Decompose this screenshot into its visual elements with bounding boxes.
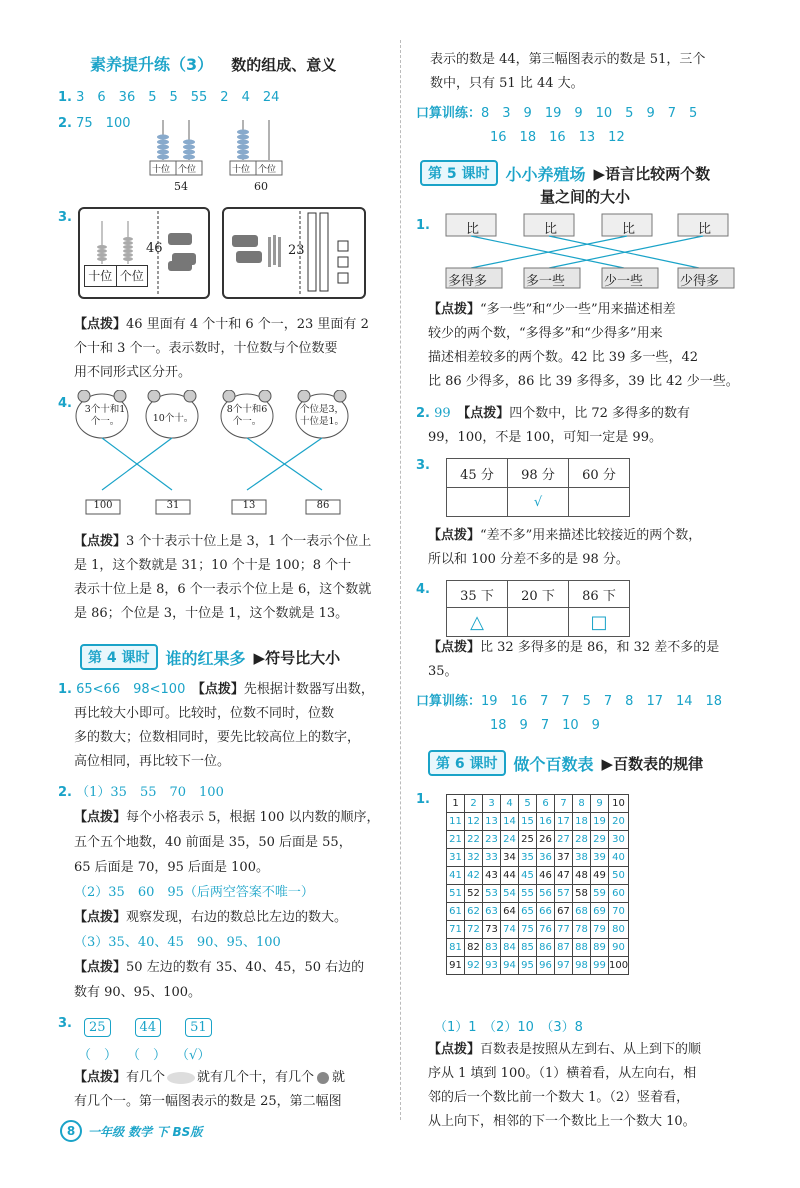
hundred-cell: 90 (609, 939, 629, 957)
hundred-cell: 10 (609, 795, 629, 813)
hundred-chart (446, 794, 629, 975)
hundred-cell: 41 (447, 867, 465, 885)
lesson5-subtitle-cont: 量之间的大小 (540, 188, 631, 206)
oral-training-1: 口算训练：8 3 9 19 9 10 5 9 7 5 16 18 16 13 12 (416, 106, 698, 145)
abacus-value: 54 (174, 180, 188, 193)
left-q1 (58, 86, 279, 105)
hundred-cell: 73 (483, 921, 501, 939)
hundred-cell: 60 (609, 885, 629, 903)
hundred-cell: 44 (501, 867, 519, 885)
section-title: 素养提升练（3） (90, 55, 214, 74)
hundred-cell: 76 (537, 921, 555, 939)
hundred-cell: 55 (519, 885, 537, 903)
lesson5-header: 第 5 课时 小小养殖场 ▶语言比较两个数 (420, 160, 710, 186)
hundred-cell: 100 (609, 957, 629, 975)
oral-training-2: 口算训练：19 16 7 7 5 7 8 17 14 18 18 9 7 10 9 (416, 694, 723, 733)
question-number: 2. (58, 116, 72, 131)
hundred-cell: 1 (447, 795, 465, 813)
hundred-cell: 99 (591, 957, 609, 975)
q3-figure-right (222, 207, 366, 299)
q3-value: 46 (146, 241, 163, 256)
place-value-box: 十位 个位 (84, 265, 148, 287)
hundred-cell: 4 (501, 795, 519, 813)
hundred-cell: 79 (591, 921, 609, 939)
hundred-cell: 33 (483, 849, 501, 867)
footer (60, 1120, 202, 1142)
compare-label: 比 (466, 222, 480, 237)
hundred-cell: 53 (483, 885, 501, 903)
hundred-cell: 19 (591, 813, 609, 831)
balloon-text: 8个十和6个一。 (226, 404, 268, 427)
question-number: 1. (416, 792, 430, 807)
hundred-cell: 49 (591, 867, 609, 885)
hundred-cell: 82 (465, 939, 483, 957)
balloon-text: 个位是3，十位是1。 (299, 404, 345, 427)
bead-round-icon (317, 1072, 329, 1084)
hundred-cell: 67 (555, 903, 573, 921)
hundred-cell: 74 (501, 921, 519, 939)
hundred-cell: 6 (537, 795, 555, 813)
abacus-figures (145, 115, 305, 195)
hundred-cell: 9 (591, 795, 609, 813)
hundred-cell: 39 (591, 849, 609, 867)
hundred-cell: 97 (555, 957, 573, 975)
question-number: 4. (416, 582, 430, 597)
hundred-cell: 92 (465, 957, 483, 975)
section-subtitle: 数的组成、意义 (231, 56, 337, 74)
hundred-cell: 98 (573, 957, 591, 975)
hundred-cell: 52 (465, 885, 483, 903)
hundred-cell: 65 (519, 903, 537, 921)
hundred-cell: 38 (573, 849, 591, 867)
hundred-cell: 30 (609, 831, 629, 849)
answer-text: 75 100 (76, 116, 131, 131)
hundred-cell: 48 (573, 867, 591, 885)
hundred-cell: 32 (465, 849, 483, 867)
question-number: 3. (416, 458, 430, 473)
hundred-cell: 37 (555, 849, 573, 867)
hundred-cell: 24 (501, 831, 519, 849)
hundred-cell: 7 (555, 795, 573, 813)
compare-label: 比 (622, 222, 636, 237)
hundred-cell: 77 (555, 921, 573, 939)
hundred-cell: 84 (501, 939, 519, 957)
hundred-cell: 58 (573, 885, 591, 903)
hundred-cell: 15 (519, 813, 537, 831)
hundred-cell: 14 (501, 813, 519, 831)
hundred-cell: 81 (447, 939, 465, 957)
hundred-cell: 91 (447, 957, 465, 975)
hundred-cell: 13 (483, 813, 501, 831)
hundred-cell: 2 (465, 795, 483, 813)
hundred-cell: 56 (537, 885, 555, 903)
animal-number: 100 (93, 500, 113, 511)
animal-number: 31 (166, 500, 180, 511)
hundred-cell: 64 (501, 903, 519, 921)
hundred-cell: 96 (537, 957, 555, 975)
hundred-cell: 68 (573, 903, 591, 921)
animal-number: 86 (316, 500, 330, 511)
hundred-cell: 21 (447, 831, 465, 849)
hundred-cell: 87 (555, 939, 573, 957)
hundred-cell: 61 (447, 903, 465, 921)
l4q3-boxes: 25 44 51 (84, 1018, 212, 1037)
l5q3-tip: 【点拨】“差不多”用来描述比较接近的两个数， 所以和 100 分差不多的是 98 分。 (428, 528, 702, 567)
book-title: 一年级 数学 下 BS版 (88, 1124, 203, 1139)
l5q4-tip: 【点拨】比 32 多得多的是 86，和 32 差不多的是 35。 (428, 640, 720, 679)
hundred-cell: 34 (501, 849, 519, 867)
hundred-cell: 43 (483, 867, 501, 885)
question-number: 3. (58, 1016, 72, 1031)
lesson4-header: 第 4 课时 谁的红果多 ▶符号比大小 (80, 644, 340, 670)
hundred-cell: 93 (483, 957, 501, 975)
hundred-cell: 78 (573, 921, 591, 939)
hundred-cell: 66 (537, 903, 555, 921)
hundred-cell: 35 (519, 849, 537, 867)
compare-phrase: 少得多 (680, 274, 720, 289)
hundred-cell: 51 (447, 885, 465, 903)
hundred-cell: 42 (465, 867, 483, 885)
question-number: 1. (416, 218, 430, 233)
l6q1-tip: 【点拨】百数表是按照从左到右、从上到下的顺 序从 1 填到 100。（1）横着看，从左向右，相 邻的后一个数比前一个数大 1。（2）竖着看， 从上向下，相邻的下一个数比上一个数大 10。 (428, 1042, 702, 1129)
hundred-cell: 63 (483, 903, 501, 921)
abacus-label: 十位 (152, 165, 171, 175)
section-header (90, 52, 336, 75)
compare-phrase: 多一些 (526, 274, 566, 289)
compare-label: 比 (544, 222, 558, 237)
balloon-text: 10个十。 (152, 413, 194, 424)
abacus-value: 60 (254, 180, 268, 193)
answer-text: 3 6 36 5 5 55 2 4 24 (76, 90, 280, 105)
q3-value: 23 (288, 243, 305, 258)
hundred-cell: 71 (447, 921, 465, 939)
l5q1-tip: 【点拨】“多一些”和“少一些”用来描述相差 较少的两个数，“多得多”和“少得多”用来 描述相差较多的两个数。42 比 39 多一些，42 比 86 少得多，86 比 39 多得多，39 比 42 少一些。 (428, 302, 739, 389)
question-number: 4. (58, 396, 72, 411)
compare-phrase: 多得多 (448, 274, 488, 289)
right-continuation: 表示的数是 44，第三幅图表示的数是 51，三个 数中，只有 51 比 44 大。 (430, 52, 706, 91)
abacus-label: 个位 (258, 165, 277, 175)
balloon-text: 3个十和1个一。 (84, 404, 126, 427)
hundred-cell: 28 (573, 831, 591, 849)
l4q2: 2. （1）35 55 70 100 【点拨】每个小格表示 5，根据 100 以内数的顺序， 五个五个地数，40 前面是 35，50 后面是 55， 65 后面是 70，95 后面是 100。 （2）35 60 95（后两空答案不唯一） 【点拨】观察发现，右边的数总比左边的数大。 （3）35、40、45 90、95、100 【点拨】50 左边的数有 35、40、45，50 右边的 数有 90、95、100。 (58, 785, 380, 1000)
hundred-cell: 16 (537, 813, 555, 831)
l4q3-tip: 【点拨】有几个 就有几个十，有几个 就 有几个一。第一幅图表示的数是 25，第二幅图 (74, 1070, 346, 1109)
abacus-label: 个位 (178, 165, 197, 175)
hundred-cell: 57 (555, 885, 573, 903)
compare-phrase: 少一些 (604, 274, 644, 289)
hundred-cell: 31 (447, 849, 465, 867)
hundred-cell: 3 (483, 795, 501, 813)
l6q1-answers: （1）1 （2）10 （3）8 (434, 1020, 583, 1035)
hundred-cell: 47 (555, 867, 573, 885)
hundred-cell: 40 (609, 849, 629, 867)
lesson6-header: 第 6 课时 做个百数表 ▶百数表的规律 (428, 750, 703, 776)
hundred-cell: 11 (447, 813, 465, 831)
q3-tip: 【点拨】46 里面有 4 个十和 6 个一，23 里面有 2 个十和 3 个一。表示数时，十位数与个位数要 用不同形式区分开。 (74, 317, 369, 380)
l4q3-checks: （ ） （ ） （√） (78, 1048, 211, 1063)
compare-label: 比 (698, 222, 712, 237)
q3-figure-left (78, 207, 210, 299)
hundred-cell: 89 (591, 939, 609, 957)
bead-oval-icon (167, 1072, 195, 1084)
hundred-cell: 72 (465, 921, 483, 939)
hundred-cell: 62 (465, 903, 483, 921)
hundred-cell: 12 (465, 813, 483, 831)
hundred-cell: 70 (609, 903, 629, 921)
left-q2 (58, 112, 130, 131)
hundred-cell: 29 (591, 831, 609, 849)
hundred-cell: 17 (555, 813, 573, 831)
hundred-cell: 45 (519, 867, 537, 885)
hundred-cell: 25 (519, 831, 537, 849)
l4q1: 1. 65<66 98<100 【点拨】先根据计数器写出数， 再比较大小即可。比较时，位数不同时，位数 多的数大；位数相同时，要先比较高位上的数字， 高位相同，再比较下一位。 (58, 682, 374, 769)
hundred-cell: 86 (537, 939, 555, 957)
hundred-cell: 94 (501, 957, 519, 975)
l5q4-table: 35 下 20 下 86 下 △ □ (446, 580, 630, 637)
hundred-cell: 26 (537, 831, 555, 849)
hundred-cell: 8 (573, 795, 591, 813)
hundred-cell: 83 (483, 939, 501, 957)
hundred-cell: 27 (555, 831, 573, 849)
hundred-cell: 22 (465, 831, 483, 849)
hundred-cell: 36 (537, 849, 555, 867)
q4-tip: 【点拨】3 个十表示十位上是 3，1 个一表示个位上 是 1，这个数就是 31；10 个十是 100；8 个十 表示十位上是 8，6 个一表示个位上是 6，这个数就 是 86；个位是 3，十位是 1，这个数就是 13。 (74, 534, 372, 621)
animal-number: 13 (242, 500, 256, 511)
hundred-cell: 88 (573, 939, 591, 957)
page-number: 8 (60, 1120, 82, 1142)
column-divider (400, 40, 401, 1120)
hundred-cell: 54 (501, 885, 519, 903)
hundred-cell: 59 (591, 885, 609, 903)
hundred-cell: 50 (609, 867, 629, 885)
hundred-cell: 5 (519, 795, 537, 813)
hundred-cell: 20 (609, 813, 629, 831)
hundred-cell: 18 (573, 813, 591, 831)
hundred-cell: 80 (609, 921, 629, 939)
hundred-cell: 46 (537, 867, 555, 885)
l5q2: 2. 99 【点拨】四个数中，比 72 多得多的数有 99，100，不是 100，可知一定是 99。 (416, 406, 691, 445)
hundred-cell: 69 (591, 903, 609, 921)
hundred-cell: 75 (519, 921, 537, 939)
question-number: 1. (58, 90, 72, 105)
hundred-cell: 23 (483, 831, 501, 849)
l5q3-table: 45 分 98 分 60 分 √ (446, 458, 630, 517)
question-number: 3. (58, 210, 72, 225)
hundred-cell: 95 (519, 957, 537, 975)
hundred-cell: 85 (519, 939, 537, 957)
abacus-label: 十位 (232, 165, 251, 175)
